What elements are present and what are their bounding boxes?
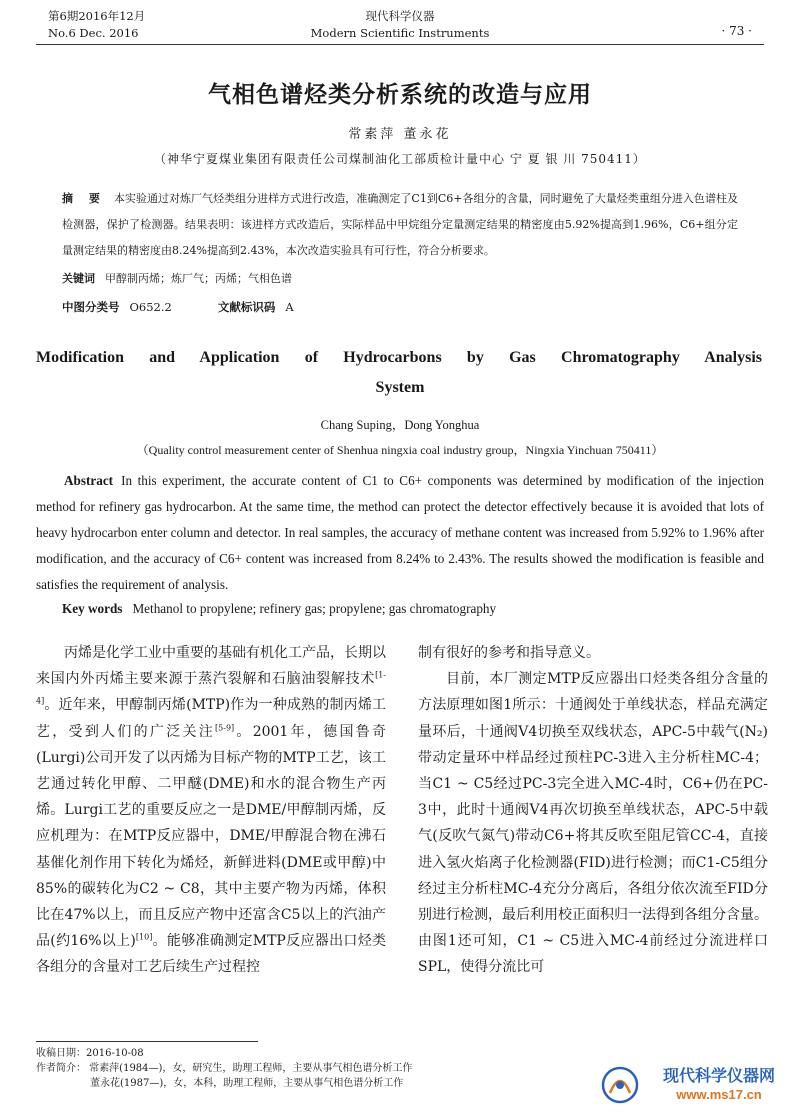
en-abstract	[36, 468, 764, 598]
en-authors: Chang Suping，Dong Yonghua	[320, 418, 480, 432]
cn-abstract-label: 摘 要	[62, 192, 106, 205]
footnote-rule	[36, 1041, 258, 1042]
body-text: 。近年来，甲醇制丙烯(MTP)作为一种成熟的制丙烯工艺，受到人们的广泛关注	[36, 697, 386, 740]
body-paragraph	[36, 640, 386, 981]
body-text: 。能够准确测定MTP反应器出口烃类各组分的含量对工艺后续生产过程控	[36, 933, 387, 976]
en-abstract-text: In this experiment, the accurate content of C1 to C6+ components was determined by modification of the injection method for refinery gas hydrocarbon. At the same time, the method can protect the detector effectively because it is avoided that lots of heavy hydrocarbon enter column and detector. In real samples, the accuracy of methane content was increased from 5.92% to 1.96% after modification, and the accuracy of C6+ content was increased from 8.24% to 2.43%. The results showed the modification is feasible and satisfies the requirement of analysis.	[36, 473, 764, 592]
received-date: 收稿日期：2016-10-08	[36, 1048, 144, 1059]
cls-value: O652.2	[129, 300, 172, 314]
cls-label: 中图分类号	[62, 300, 120, 314]
cn-keywords-text: 甲醇制丙烯；炼厂气；丙烯；气相色谱	[105, 272, 292, 285]
cn-abstract-text: 本实验通过对炼厂气烃类组分进样方式进行改造，准确测定了C1到C6+各组分的含量，同时避免了大量烃类重组分进入色谱柱及检测器，保护了检测器。结果表明：该进样方式改造后，实际样品中甲烷组分定量测定结果的精密度由5.92%提高到1.96%，C6+组分定量测定结果的精密度由8.24%提高到2.43%，本次改造实验具有可行性，符合分析要求。	[62, 192, 738, 257]
citation: [1-4]	[36, 670, 386, 706]
cn-authors: 常素萍 董永花	[348, 127, 452, 142]
en-title-line1: Modification and Application of Hydrocarbons by Gas Chromatography Analysis	[36, 349, 762, 366]
journal-cn: 现代科学仪器	[365, 9, 435, 23]
body-paragraph: 目前，本厂测定MTP反应器出口烃类各组分含量的方法原理如图1所示：十通阀处于单线状态，样品充满定量环后，十通阀V4切换至双线状态，APC-5中载气(N₂)带动定量环中样品经过预柱PC-3进入主分析柱MC-4；当C1 ~ C5经过PC-3完全进入MC-4时，C6+仍在PC-3中，此时十通阀V4再次切换至单线状态，APC-5中载气(反吹气氮气)带动C6+将其反吹至阻尼管CC-4，直接进入氢火焰离子化检测器(FID)进行检测；而C1-C5组分经过主分析柱MC-4充分分离后，各组分依次流至FID分别进行检测，最后利用校正面积归一法得到各组分含量。由图1还可知，C1 ~ C5进入MC-4前经过分流进样口SPL，使得分流比可	[418, 671, 768, 976]
author-bio-1: 作者简介： 常素萍(1984—)，女，研究生，助理工程师，主要从事气相色谱分析工作	[36, 1063, 413, 1074]
en-keywords-text: Methanol to propylene; refinery gas; propylene; gas chromatography	[132, 601, 497, 616]
header-rule	[36, 44, 764, 45]
citation: [5-9]	[215, 722, 235, 732]
cn-keywords-label: 关键词	[62, 272, 95, 285]
cn-affiliation: （神华宁夏煤业集团有限责任公司煤制油化工部质检计量中心 宁 夏 银 川 750411）	[154, 152, 646, 166]
en-keywords-label: Key words	[62, 601, 123, 616]
footnote	[36, 1046, 412, 1091]
author-bio-2: 董永花(1987—)，女，本科，助理工程师，主要从事气相色谱分析工作	[90, 1078, 404, 1089]
cn-keywords	[62, 270, 292, 288]
doc-code-value: A	[285, 300, 294, 314]
body-column-left	[36, 640, 386, 981]
en-abstract-label: Abstract	[64, 473, 114, 488]
body-text: 丙烯是化学工业中重要的基础有机化工产品，长期以来国内外丙烯主要来源于蒸汽裂解和石脑油裂解技术	[36, 645, 386, 688]
body-paragraph: 制有很好的参考和指导意义。	[418, 645, 600, 661]
en-affiliation: （Quality control measurement center of Shenhua ningxia coal industry group，Ningxia Yinchuan 750411）	[136, 443, 664, 457]
watermark-url: www.ms17.cn	[676, 1087, 762, 1102]
cn-classification	[62, 298, 294, 316]
body-column-right	[418, 640, 768, 981]
cn-title: 气相色谱烃类分析系统的改造与应用	[208, 81, 592, 108]
citation: [10]	[135, 932, 153, 942]
issue-en: No.6 Dec. 2016	[48, 26, 139, 40]
en-keywords	[62, 601, 496, 617]
page-number: · 73 ·	[721, 24, 752, 38]
watermark-name: 现代科学仪器网	[662, 1068, 775, 1085]
body-text: 。2001年，德国鲁奇(Lurgi)公司开发了以丙烯为目标产物的MTP工艺，该工艺通过转化甲醇、二甲醚(DME)和水的混合物生产丙烯。Lurgi工艺的重要反应之一是DME/甲醇制丙烯，反应机理为：在MTP反应器中，DME/甲醇混合物在沸石基催化剂作用下转化为烯烃，新鲜进料(DME或甲醇)中85%的碳转化为C2 ~ C8，其中主要产物为丙烯，体积比在47%以上，而且反应产物中还富含C5以上的汽油产品(约16%以上)	[36, 723, 386, 950]
issue-cn: 第6期2016年12月	[48, 9, 146, 23]
en-title-line2: System	[375, 379, 425, 396]
doc-code-label: 文献标识码	[217, 300, 276, 314]
cn-abstract	[62, 186, 738, 264]
running-header-journal	[0, 8, 800, 42]
journal-en: Modern Scientific Instruments	[310, 26, 490, 40]
